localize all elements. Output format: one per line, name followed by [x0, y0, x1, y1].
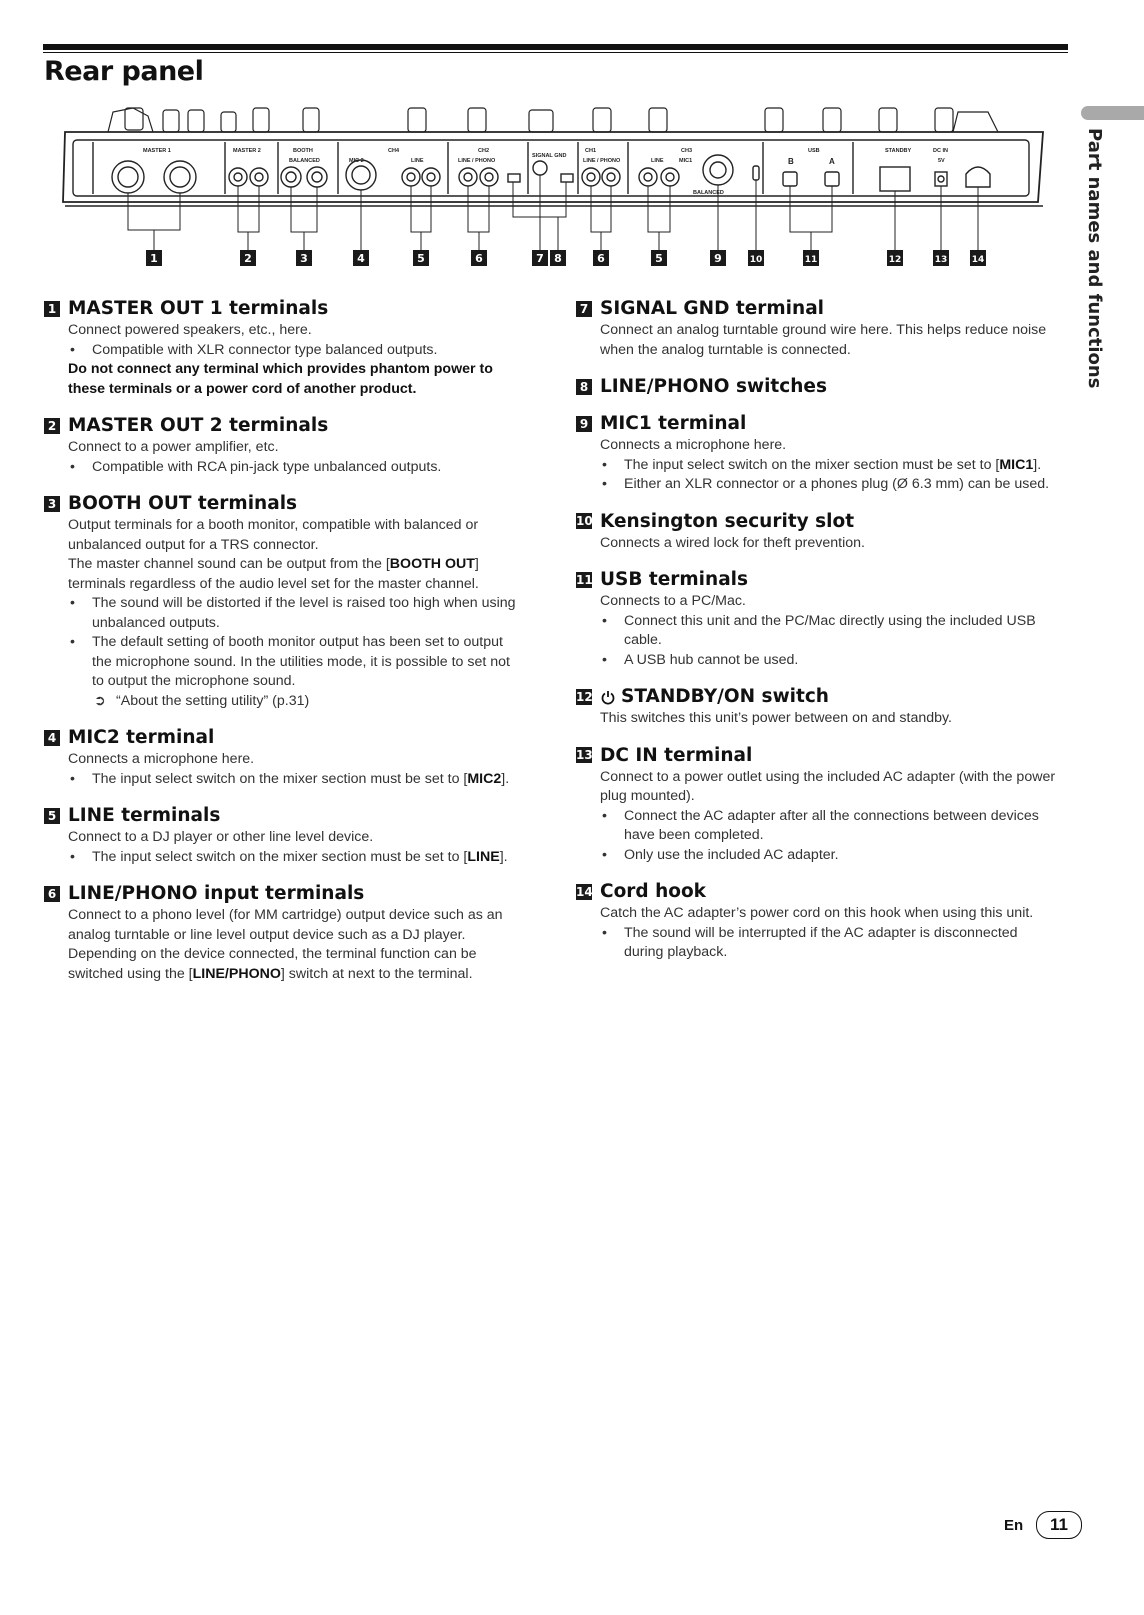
power-icon [600, 689, 616, 705]
section-number: 4 [44, 730, 60, 746]
section-title: MIC1 terminal [600, 413, 747, 434]
section-number: 13 [576, 748, 593, 762]
bullet-item: • The sound will be interrupted if the AC adapter is disconnected during playback. [600, 924, 1056, 963]
section-kensington [576, 511, 1056, 554]
label-usb-b: B [788, 157, 794, 166]
callout-number: 2 [244, 252, 252, 265]
label-usb-a: A [829, 157, 835, 166]
callout-number: 10 [749, 255, 763, 265]
right-column [576, 298, 1056, 979]
section-text: Connect powered speakers, etc., here. [68, 322, 312, 338]
section-text: Connects to a PC/Mac. [600, 593, 746, 609]
bullet-item: • Connect the AC adapter after all the connections between devices have been completed. [600, 807, 1056, 846]
section-text: Connects a microphone here. [600, 437, 787, 453]
top-rule-thin [43, 52, 1068, 53]
callout-number: 3 [300, 252, 308, 265]
section-line [44, 805, 524, 867]
bullet-item: • The input select switch on the mixer section must be set to [LINE]. [68, 848, 524, 868]
callout-number: 6 [597, 252, 605, 265]
top-knobs [108, 108, 998, 132]
label-master2: MASTER 2 [233, 148, 261, 154]
section-title: MIC2 terminal [68, 727, 215, 748]
section-title: SIGNAL GND terminal [600, 298, 825, 319]
callout-number: 6 [475, 252, 483, 265]
bullet-item: • A USB hub cannot be used. [600, 651, 1056, 671]
label-master1: MASTER 1 [143, 148, 171, 154]
section-number: 2 [44, 418, 60, 434]
section-title: MASTER OUT 2 terminals [68, 415, 329, 436]
section-text: Output terminals for a booth monitor, compatible with balanced or unbalanced output for a TRS connector. [68, 517, 479, 553]
label-mic2: MIC 2 [349, 158, 364, 164]
bullet-item: • The input select switch on the mixer section must be set to [MIC1]. [600, 456, 1056, 476]
section-number: 6 [44, 886, 60, 902]
bullet-item: • Either an XLR connector or a phones plug (Ø 6.3 mm) can be used. [600, 475, 1056, 495]
section-dc-in [576, 745, 1056, 866]
section-number: 11 [576, 572, 593, 587]
label-dc-v: 5V [938, 158, 945, 164]
section-title: USB terminals [600, 569, 749, 590]
bullet-item: • Compatible with RCA pin-jack type unbalanced outputs. [68, 458, 524, 478]
callout-number: 13 [934, 255, 948, 265]
bullet-item: • The input select switch on the mixer section must be set to [MIC2]. [68, 770, 524, 790]
section-number: 5 [44, 808, 60, 824]
label-line-ch3: LINE [651, 158, 664, 164]
bullet-item: • The sound will be distorted if the level is raised too high when using unbalanced outputs. [68, 594, 524, 633]
section-text: This switches this unit’s power between on and standby. [600, 710, 952, 726]
callout-number: 8 [554, 252, 562, 265]
label-line-ch4: LINE [411, 158, 424, 164]
page-number: 11 [1036, 1511, 1082, 1539]
side-tab-marker [1081, 106, 1144, 120]
section-number: 1 [44, 301, 60, 317]
label-dcin: DC IN [933, 148, 948, 154]
section-title: BOOTH OUT terminals [68, 493, 298, 514]
footer-language: En [1004, 1517, 1024, 1534]
label-balanced-mic1: BALANCED [693, 190, 724, 196]
callout-number: 7 [536, 252, 544, 265]
section-line-phono-input [44, 883, 524, 984]
section-usb [576, 569, 1056, 670]
section-text: Catch the AC adapter’s power cord on this hook when using this unit. [600, 905, 1034, 921]
callout-number: 9 [714, 252, 722, 265]
section-cord-hook [576, 881, 1056, 963]
label-ch2: CH2 [478, 148, 490, 154]
section-text: Connect to a phono level (for MM cartridge) output device such as an analog turntable or line level output device such as a DJ player. Depending on the device connected, the terminal function can be switched using the [LINE/PHONO] switch at next to the terminal. [68, 907, 503, 982]
bullet-item: • Connect this unit and the PC/Mac directly using the included USB cable. [600, 612, 1056, 651]
callout-number: 5 [417, 252, 425, 265]
side-section-label: Part names and functions [1084, 128, 1105, 389]
bullet-item: • Only use the included AC adapter. [600, 846, 1056, 866]
section-text: Connect to a power amplifier, etc. [68, 439, 279, 455]
section-title: Cord hook [600, 881, 706, 902]
section-text: The master channel sound can be output from the [BOOTH OUT] terminals regardless of the audio level set for the master channel. [68, 556, 479, 592]
section-mic1 [576, 413, 1056, 495]
section-number: 7 [576, 301, 592, 317]
section-standby [576, 686, 1056, 729]
section-number: 9 [576, 416, 592, 432]
section-number: 12 [576, 689, 593, 704]
label-ch3: CH3 [681, 148, 693, 154]
bullet-item: • The default setting of booth monitor output has been set to output the microphone sound. In the utilities mode, it is possible to set not to output the microphone sound. [68, 633, 524, 692]
section-number: 10 [576, 514, 593, 528]
label-balanced-booth: BALANCED [289, 158, 320, 164]
callout-number: 4 [357, 252, 365, 265]
label-ch1: CH1 [585, 148, 597, 154]
section-title: LINE/PHONO input terminals [68, 883, 365, 904]
rear-panel-diagram [53, 102, 1063, 282]
section-text: Connect an analog turntable ground wire here. This helps reduce noise when the analog turntable is connected. [600, 322, 1047, 358]
section-title: STANDBY/ON switch [621, 686, 829, 707]
section-master-out-2 [44, 415, 524, 477]
label-usb: USB [808, 148, 820, 154]
callout-number: 11 [804, 255, 818, 265]
section-signal-gnd [576, 298, 1056, 360]
section-title: MASTER OUT 1 terminals [68, 298, 329, 319]
page-title: Rear panel [44, 56, 204, 87]
section-booth-out [44, 493, 524, 711]
page-reference-link[interactable]: ➲ “About the setting utility” (p.31) [68, 692, 524, 712]
callout-number: 12 [888, 255, 902, 265]
label-signal-gnd: SIGNAL GND [532, 153, 567, 159]
callout-number: 1 [150, 252, 158, 265]
label-ch4: CH4 [388, 148, 400, 154]
label-line-phono-ch2: LINE / PHONO [458, 158, 496, 164]
bullet-item: • Compatible with XLR connector type balanced outputs. [68, 341, 524, 361]
label-standby: STANDBY [885, 148, 912, 154]
section-number: 14 [576, 884, 593, 899]
label-line-phono-ch1: LINE / PHONO [583, 158, 621, 164]
label-booth: BOOTH [293, 148, 313, 154]
section-number: 3 [44, 496, 60, 512]
section-line-phono-switches [576, 376, 1056, 397]
section-mic2 [44, 727, 524, 789]
top-rule [43, 44, 1068, 50]
section-title: LINE/PHONO switches [600, 376, 827, 397]
section-text: Connects a microphone here. [68, 751, 255, 767]
section-text: Connects a wired lock for theft prevention. [600, 534, 865, 551]
section-master-out-1 [44, 298, 524, 399]
callout-number: 14 [971, 255, 985, 265]
label-mic1: MIC1 [679, 158, 693, 164]
callout-number: 5 [655, 252, 663, 265]
left-column [44, 298, 524, 1000]
section-text: Connect to a DJ player or other line level device. [68, 829, 374, 845]
section-number: 8 [576, 379, 592, 395]
section-title: Kensington security slot [600, 510, 855, 532]
section-title: DC IN terminal [600, 744, 753, 766]
section-text: Connect to a power outlet using the included AC adapter (with the power plug mounted). [600, 768, 1056, 804]
warning-text: Do not connect any terminal which provides phantom power to these terminals or a power cord of another product. [68, 361, 493, 397]
section-title: LINE terminals [68, 805, 221, 826]
